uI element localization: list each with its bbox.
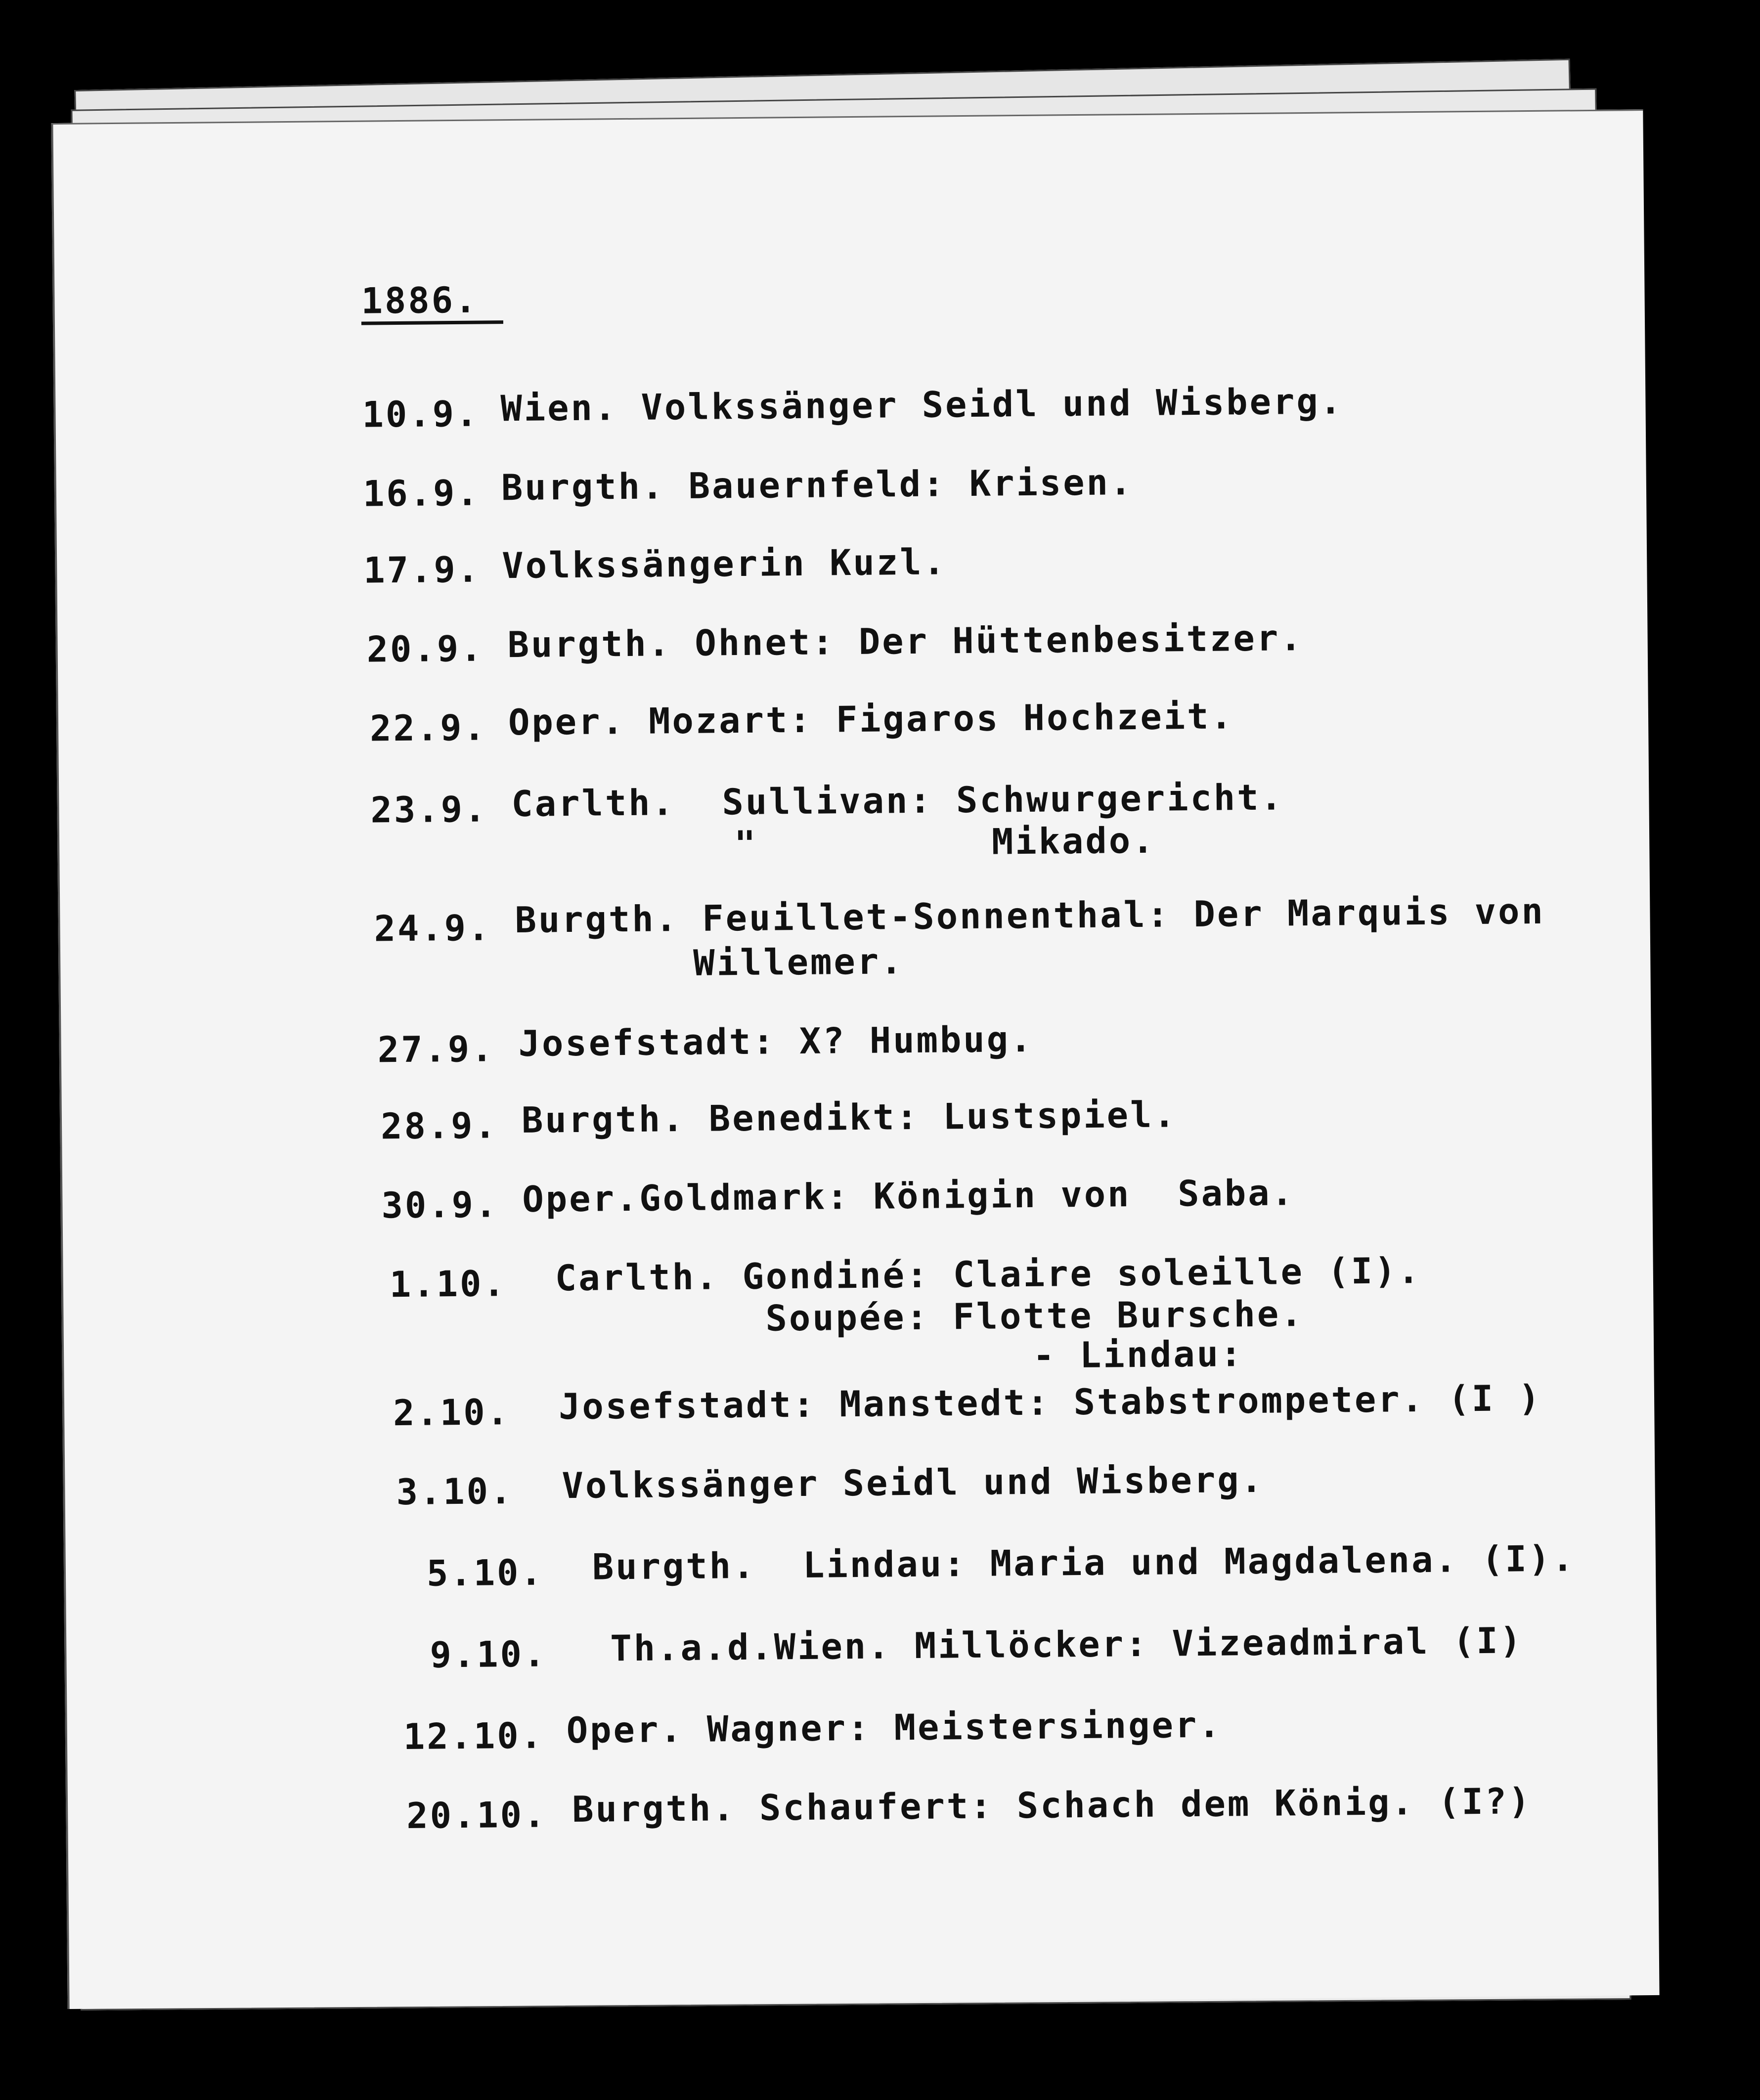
entry-date: 27.9.	[377, 1028, 495, 1071]
entry-date: 23.9.	[370, 788, 488, 831]
entry-text: Burgth. Feuillet-Sonnenthal: Der Marquis von	[515, 890, 1545, 941]
entry-text: Burgth. Lindau: Maria und Magdalena. (I).	[592, 1537, 1576, 1588]
entry-text: Oper. Mozart: Figaros Hochzeit.	[508, 695, 1234, 744]
entry-text: Josefstadt: Manstedt: Stabstrompeter. (I )	[558, 1377, 1542, 1428]
entry-date: 16.9.	[362, 472, 481, 515]
year-heading: 1886.	[361, 279, 503, 325]
entry-date: 20.10.	[406, 1794, 547, 1837]
entry-text: Burgth. Ohnet: Der Hüttenbesitzer.	[507, 617, 1304, 666]
entry-text: Volkssänger Seidl und Wisberg.	[562, 1458, 1265, 1507]
entry-text: Oper.Goldmark: Königin von Saba.	[522, 1172, 1295, 1220]
entry-date: 17.9.	[363, 548, 481, 591]
entry-text-continued: - Lindau:	[1032, 1333, 1244, 1376]
entry-text: Josefstadt: X? Humbug.	[518, 1018, 1034, 1064]
entry-date: 28.9.	[380, 1104, 498, 1147]
entry-date: 12.10.	[403, 1714, 544, 1758]
entry-text: Burgth. Benedikt: Lustspiel.	[521, 1094, 1178, 1141]
entry-text: Oper. Wagner: Meistersinger.	[566, 1704, 1222, 1751]
entry-text: Carlth. Sullivan: Schwurgericht.	[511, 776, 1284, 825]
entry-date: 1.10.	[389, 1263, 507, 1306]
entry-date: 22.9.	[369, 706, 487, 749]
entry-text-continued: Willemer.	[693, 940, 904, 984]
entry-text-continued: Soupée: Flotte Bursche.	[765, 1293, 1304, 1339]
entry-text: Burgth. Bauernfeld: Krisen.	[501, 461, 1134, 509]
entry-date: 9.10.	[430, 1633, 547, 1676]
entry-date: 24.9.	[374, 907, 491, 950]
entry-text-continued: " Mikado.	[734, 819, 1156, 865]
entry-text: Burgth. Schaufert: Schach dem König. (I?)	[572, 1780, 1532, 1831]
entry-date: 3.10.	[396, 1470, 514, 1513]
document-page	[51, 109, 1659, 2009]
entry-date: 30.9.	[381, 1183, 499, 1226]
entry-date: 10.9.	[362, 393, 480, 436]
entry-text: Carlth. Gondiné: Claire soleille (I).	[555, 1250, 1422, 1299]
entry-date: 20.9.	[366, 627, 484, 670]
entry-date: 5.10.	[426, 1551, 544, 1594]
entry-date: 2.10.	[393, 1391, 511, 1434]
entry-text: Volkssängerin Kuzl.	[501, 541, 947, 587]
entry-text: Wien. Volkssänger Seidl und Wisberg.	[500, 380, 1344, 430]
entry-text: Th.a.d.Wien. Millöcker: Vizeadmiral (I)	[610, 1619, 1524, 1669]
